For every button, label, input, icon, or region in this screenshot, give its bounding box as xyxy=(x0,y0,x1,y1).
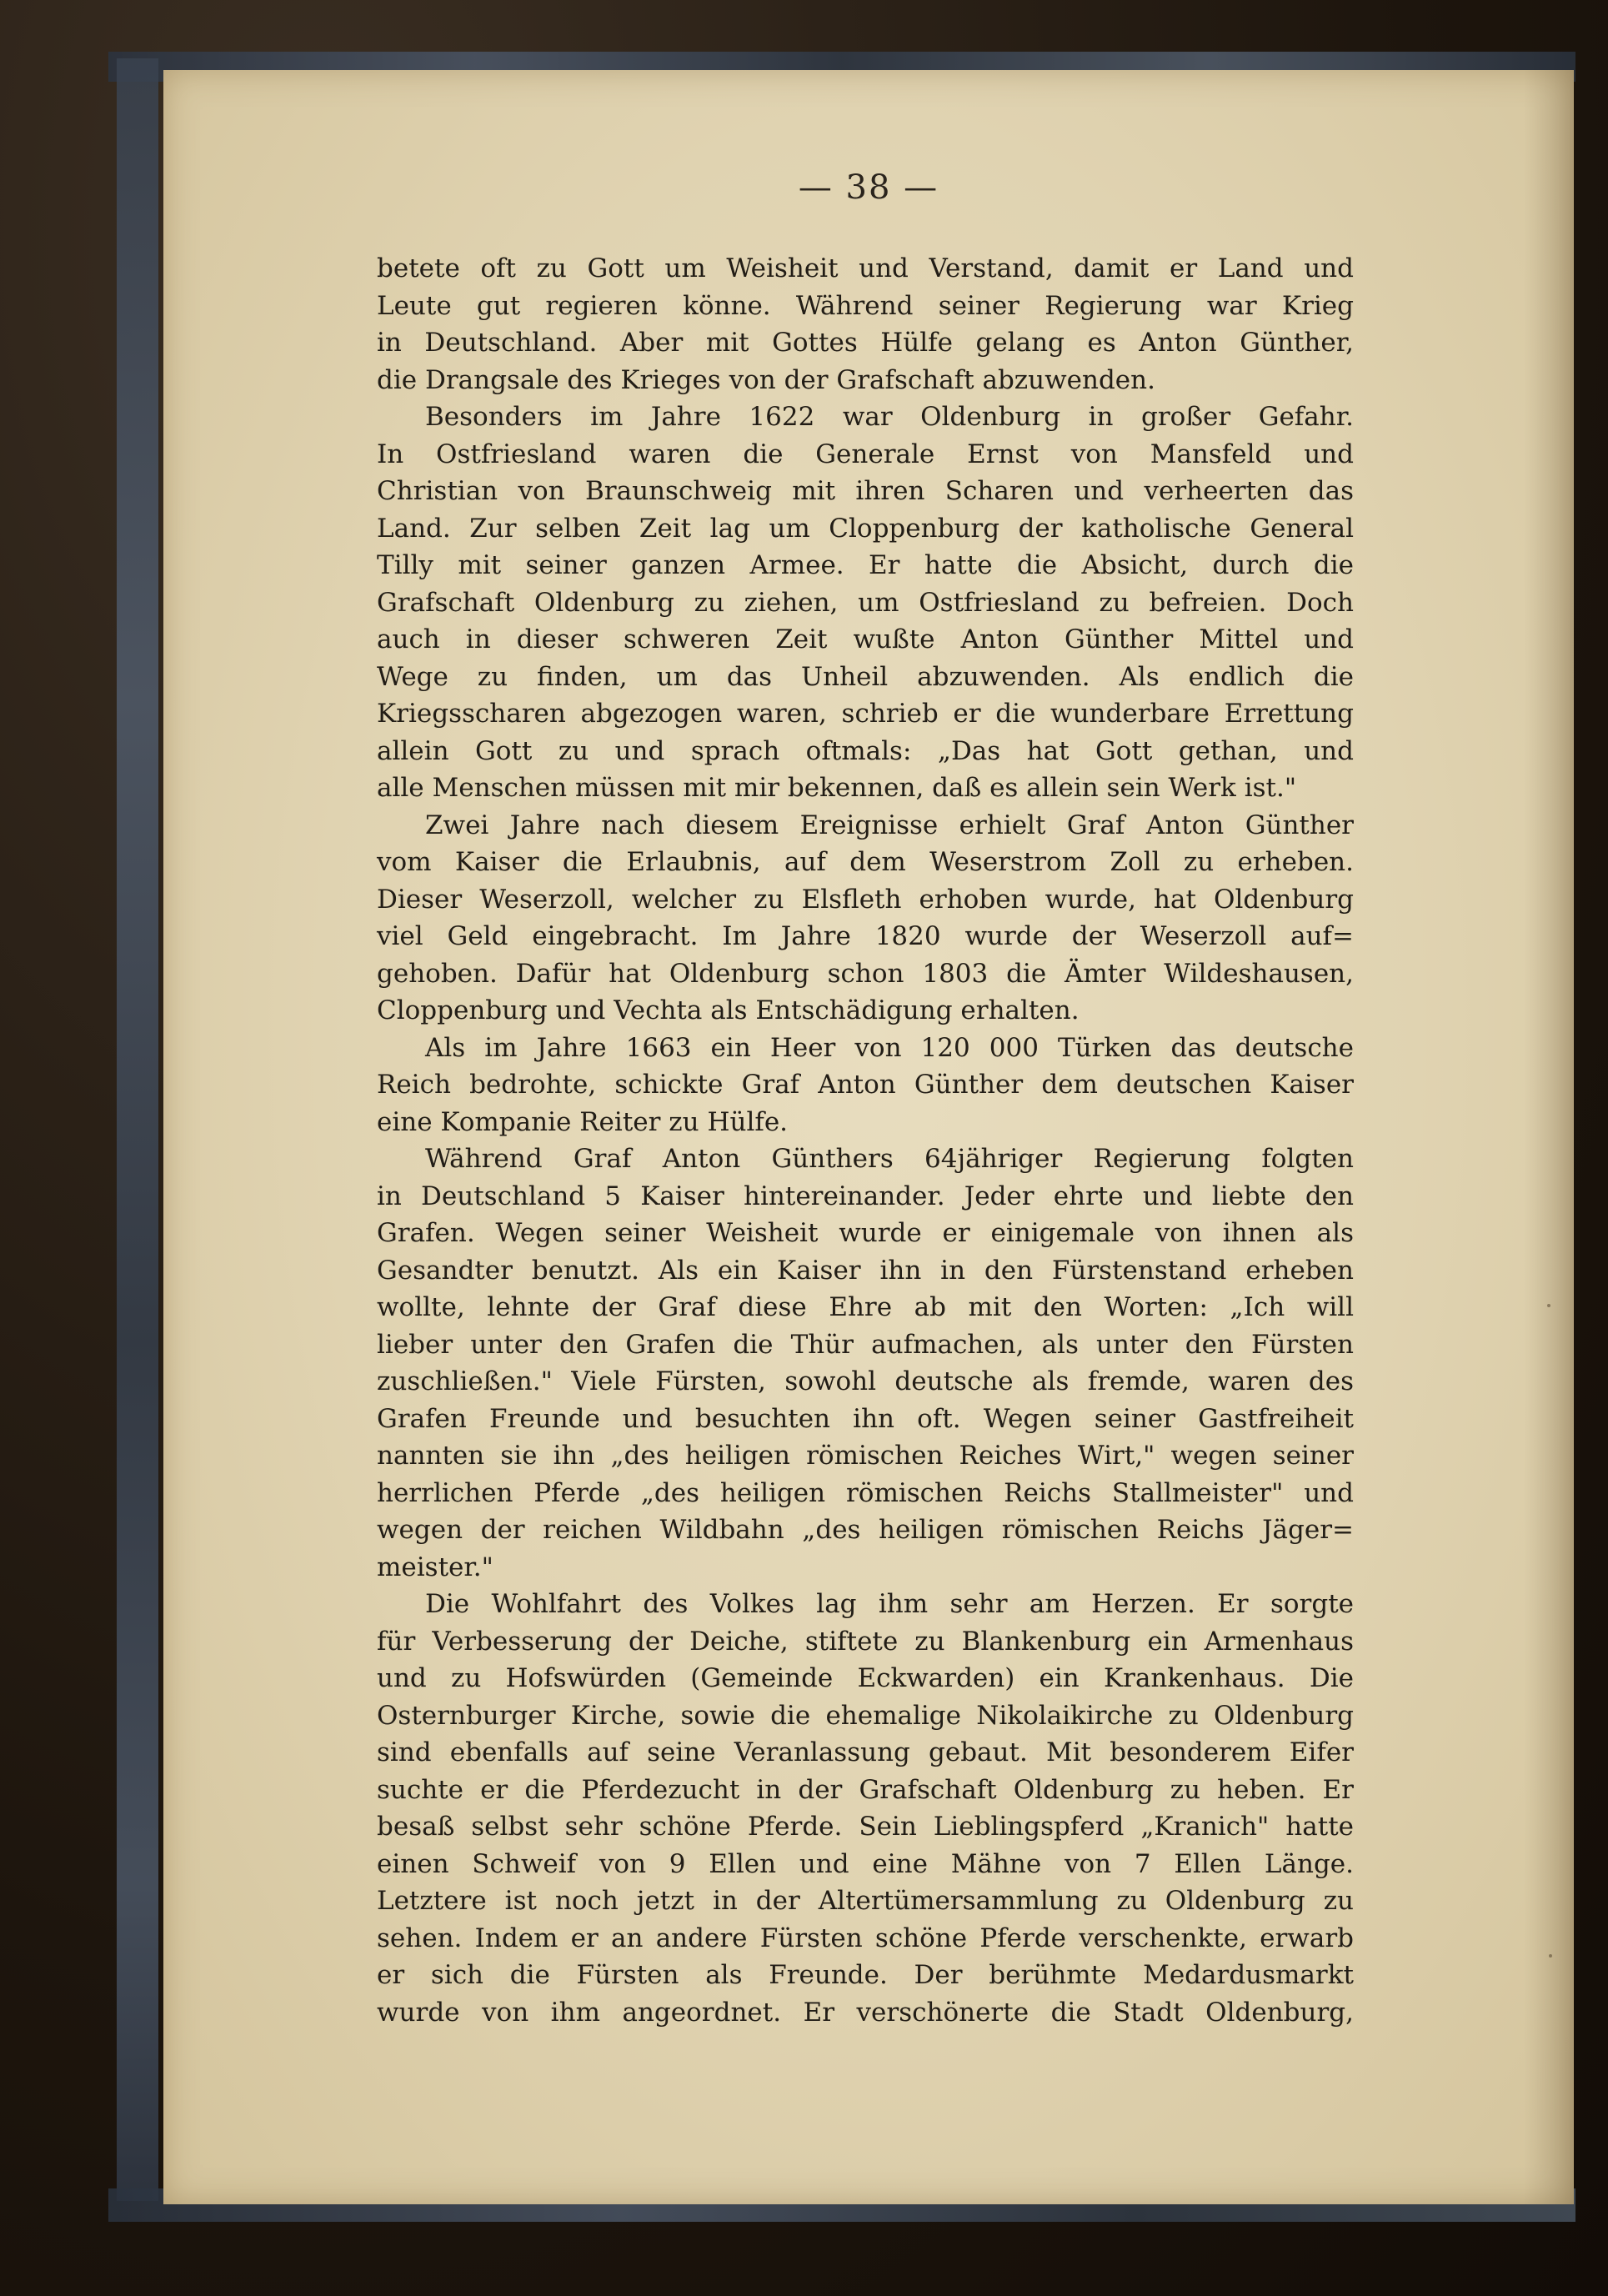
text-line: gehoben. Dafür hat Oldenburg schon 1803 die Ämter Wildeshausen, xyxy=(377,958,1354,989)
book-page xyxy=(163,70,1574,2204)
text-line: vom Kaiser die Erlaubnis, auf dem Weserstrom Zoll zu erheben. xyxy=(377,847,1354,877)
text-line: alle Menschen müssen mit mir bekennen, daß es allein sein Werk ist." xyxy=(377,773,1297,803)
text-line: die Drangsale des Krieges von der Grafschaft abzuwenden. xyxy=(377,364,1155,395)
text-line: wegen der reichen Wildbahn „des heiligen römischen Reichs Jäger= xyxy=(377,1515,1354,1545)
text-line: Land. Zur selben Zeit lag um Cloppenburg der katholische General xyxy=(377,513,1354,544)
text-line: allein Gott zu und sprach oftmals: „Das hat Gott gethan, und xyxy=(377,735,1354,766)
page-text xyxy=(377,250,1354,2031)
text-line: herrlichen Pferde „des heiligen römischen Reichs Stallmeister" und xyxy=(377,1477,1354,1508)
text-line: Als im Jahre 1663 ein Heer von 120 000 Türken das deutsche xyxy=(425,1032,1354,1063)
text-line: Besonders im Jahre 1622 war Oldenburg in großer Gefahr. xyxy=(425,402,1354,432)
text-line: Grafen Freunde und besuchten ihn oft. Wegen seiner Gastfreiheit xyxy=(377,1403,1354,1434)
text-line: wollte, lehnte der Graf diese Ehre ab mit den Worten: „Ich will xyxy=(377,1292,1354,1322)
text-line: und zu Hofswürden (Gemeinde Eckwarden) ein Krankenhaus. Die xyxy=(377,1663,1354,1693)
text-line: Kriegsscharen abgezogen waren, schrieb er die wunderbare Errettung xyxy=(377,699,1354,729)
text-line: Leute gut regieren könne. Während seiner Regierung war Krieg xyxy=(377,290,1354,321)
text-line: auch in dieser schweren Zeit wußte Anton Günther Mittel und xyxy=(377,624,1354,654)
spine-shadow xyxy=(1524,70,1574,2204)
text-line: In Ostfriesland waren die Generale Ernst von Mansfeld und xyxy=(377,439,1354,469)
text-line: viel Geld eingebracht. Im Jahre 1820 wurde der Weserzoll auf= xyxy=(377,921,1354,951)
text-line: in Deutschland. Aber mit Gottes Hülfe gelang es Anton Günther, xyxy=(377,328,1354,358)
text-line: Tilly mit seiner ganzen Armee. Er hatte die Absicht, durch die xyxy=(377,550,1354,580)
page-number: — 38 — xyxy=(798,168,939,207)
text-line: Osternburger Kirche, sowie die ehemalige Nikolaikirche zu Oldenburg xyxy=(377,1700,1354,1731)
text-line: Grafen. Wegen seiner Weisheit wurde er einigemale von ihnen als xyxy=(377,1218,1354,1248)
paper-speck xyxy=(1547,1304,1550,1307)
text-line: einen Schweif von 9 Ellen und eine Mähne von 7 Ellen Länge. xyxy=(377,1848,1354,1879)
text-line: Während Graf Anton Günthers 64jähriger Regierung folgten xyxy=(425,1144,1354,1174)
text-line: er sich die Fürsten als Freunde. Der berühmte Medardusmarkt xyxy=(377,1960,1354,1990)
text-line: besaß selbst sehr schöne Pferde. Sein Lieblingspferd „Kranich" hatte xyxy=(377,1812,1354,1842)
text-line: sehen. Indem er an andere Fürsten schöne Pferde verschenkte, erwarb xyxy=(377,1923,1354,1953)
text-line: meister." xyxy=(377,1552,493,1582)
text-line: Cloppenburg und Vechta als Entschädigung erhalten. xyxy=(377,995,1080,1025)
text-line: Letztere ist noch jetzt in der Altertümersammlung zu Oldenburg zu xyxy=(377,1886,1354,1916)
text-line: Die Wohlfahrt des Volkes lag ihm sehr am Herzen. Er sorgte xyxy=(425,1589,1354,1619)
text-line: eine Kompanie Reiter zu Hülfe. xyxy=(377,1106,789,1137)
text-line: suchte er die Pferdezucht in der Grafschaft Oldenburg zu heben. Er xyxy=(377,1774,1354,1805)
paper-speck xyxy=(1549,1954,1552,1958)
text-line: Wege zu finden, um das Unheil abzuwenden. Als endlich die xyxy=(377,661,1354,692)
text-line: Grafschaft Oldenburg zu ziehen, um Ostfriesland zu befreien. Doch xyxy=(377,587,1354,618)
text-line: in Deutschland 5 Kaiser hintereinander. Jeder ehrte und liebte den xyxy=(377,1181,1354,1211)
text-line: Reich bedrohte, schickte Graf Anton Günther dem deutschen Kaiser xyxy=(377,1070,1354,1100)
text-line: für Verbesserung der Deiche, stiftete zu Blankenburg ein Armenhaus xyxy=(377,1626,1354,1657)
text-line: sind ebenfalls auf seine Veranlassung gebaut. Mit besonderem Eifer xyxy=(377,1737,1354,1767)
text-line: Christian von Braunschweig mit ihren Scharen und verheerten das xyxy=(377,476,1354,506)
text-line: zuschließen." Viele Fürsten, sowohl deutsche als fremde, waren des xyxy=(377,1366,1354,1396)
text-line: Dieser Weserzoll, welcher zu Elsfleth erhoben wurde, hat Oldenburg xyxy=(377,884,1354,915)
cover-edge-left xyxy=(117,58,158,2201)
text-line: Gesandter benutzt. Als ein Kaiser ihn in den Fürstenstand erheben xyxy=(377,1255,1354,1286)
text-line: lieber unter den Grafen die Thür aufmachen, als unter den Fürsten xyxy=(377,1329,1354,1360)
text-line: Zwei Jahre nach diesem Ereignisse erhielt Graf Anton Günther xyxy=(425,810,1354,840)
text-line: nannten sie ihn „des heiligen römischen Reiches Wirt," wegen seiner xyxy=(377,1441,1354,1471)
text-line: betete oft zu Gott um Weisheit und Verstand, damit er Land und xyxy=(377,253,1354,283)
text-line: wurde von ihm angeordnet. Er verschönerte die Stadt Oldenburg, xyxy=(377,1997,1354,2028)
